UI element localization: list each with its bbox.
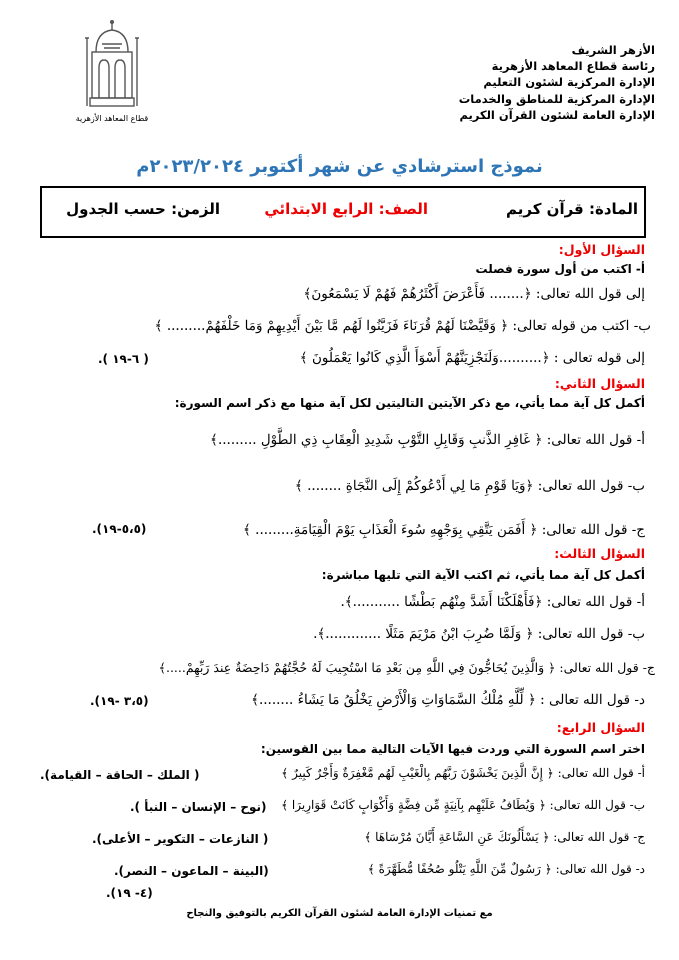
time-value: حسب الجدول (66, 200, 166, 218)
q2-instruction: أكمل كل آية مما يأتي، مع ذكر الآيتين التاليتين لكل آية منها مع ذكر اسم السورة: (174, 396, 645, 410)
header-line: الإدارة المركزية لشئون التعليم (483, 75, 655, 90)
logo-caption: قطاع المعاهد الأزهرية (75, 114, 149, 123)
azhar-logo (75, 18, 149, 130)
subject-value: قرآن كريم (505, 200, 584, 218)
q2-reference: (٥،٥-١٩). (92, 522, 147, 536)
q3-heading: السؤال الثالث: (554, 546, 645, 561)
q1-a-line: إلى قول الله تعالى: ﴿........ فَأَعْرَضَ أَكْثَرُهُمْ فَهُمْ لَا يَسْمَعُونَ﴾ (303, 286, 645, 302)
q4-heading: السؤال الرابع: (556, 720, 645, 735)
q2-heading: السؤال الثاني: (554, 376, 645, 391)
q4-b: ب- قول الله تعالى: ﴿ وَيُطَافُ عَلَيْهِم بِآنِيَةٍ مِّن فِضَّةٍ وَأَكْوَابٍ كَانَتْ قَوَارِيرَا ﴾ (281, 798, 645, 812)
q2-a: أ- قول الله تعالى: ﴿ غَافِرِ الذَّنبِ وَقَابِلِ التَّوْبِ شَدِيدِ الْعِقَابِ ذِي الطَّوْلِ .........﴾ (210, 432, 645, 448)
q1-c-line: إلى قوله تعالى : ﴿..........وَلَنَجْزِيَنَّهُمْ أَسْوَأَ الَّذِي كَانُوا يَعْمَلُونَ ﴾ (299, 350, 645, 366)
grade-field (264, 200, 428, 218)
time-label: الزمن: (171, 200, 220, 218)
q1-heading: السؤال الأول: (558, 242, 645, 257)
subject-field (506, 200, 638, 218)
grade-label: الصف: (378, 200, 428, 218)
header-block (355, 42, 655, 123)
q3-reference: (٣،٥ -١٩). (90, 694, 149, 708)
q3-d: د- قول الله تعالى : ﴿ لِّلَّهِ مُلْكُ السَّمَاوَاتِ وَالْأَرْضِ يَخْلُقُ مَا يَشَاءُ ........﴾ (251, 692, 645, 708)
q2-c: ج- قول الله تعالى: ﴿ أَفَمَن يَتَّقِي بِوَجْهِهِ سُوءَ الْعَذَابِ يَوْمَ الْقِيَامَةِ......... ﴾ (242, 522, 645, 538)
q1-a-prompt: أ- اكتب من أول سورة فصلت (475, 262, 645, 276)
grade-value: الرابع الابتدائي (264, 200, 374, 218)
header-line: الإدارة المركزية للمناطق والخدمات (458, 91, 655, 106)
q1-reference: ( ٦-١٩ ). (98, 352, 149, 366)
header-line: رئاسة قطاع المعاهد الأزهرية (491, 59, 655, 74)
header-line: الأزهر الشريف (571, 43, 655, 57)
mosque-emblem-icon (82, 18, 142, 114)
q4-d: د- قول الله تعالى: ﴿ رَسُولٌ مِّنَ اللَّهِ يَتْلُو صُحُفًا مُّطَهَّرَةً ﴾ (367, 862, 645, 876)
q3-c: ج- قول الله تعالى: ﴿ وَالَّذِينَ يُحَاجُّونَ فِي اللَّهِ مِن بَعْدِ مَا اسْتُجِيبَ لَهُ حُجَّتُهُمْ دَاحِضَةٌ عِندَ رَبِّهِمْ.....﴾ (158, 660, 655, 675)
q4-reference: (٤- ١٩). (106, 886, 153, 900)
exam-info-box (40, 186, 646, 238)
q3-instruction: أكمل كل آية مما يأتي، ثم اكتب الآية التي تليها مباشرة: (321, 568, 645, 582)
q1-b-line: ب- اكتب من قوله تعالى: ﴿ وَقَيَّضْنَا لَهُمْ قُرَنَاءَ فَزَيَّنُوا لَهُم مَّا بَيْنَ أَيْدِيهِمْ وَمَا خَلْفَهُمْ......... ﴾ (154, 318, 651, 334)
q2-b: ب- قول الله تعالى: ﴿وَيَا قَوْمِ مَا لِي أَدْعُوكُمْ إِلَى النَّجَاةِ ........ ﴾ (294, 478, 645, 494)
time-field (66, 200, 220, 218)
q4-c: ج- قول الله تعالى: ﴿ يَسْأَلُونَكَ عَنِ السَّاعَةِ أَيَّانَ مُرْسَاهَا ﴾ (364, 830, 645, 844)
q4-a-choices: ( الملك – الحاقة – القيامة). (40, 768, 200, 782)
subject-label: المادة: (588, 200, 638, 218)
q4-a: أ- قول الله تعالى: ﴿ إِنَّ الَّذِينَ يَخْشَوْنَ رَبَّهُم بِالْغَيْبِ لَهُم مَّغْفِرَةٌ وَأَجْرٌ كَبِيرٌ ﴾ (281, 766, 645, 780)
header-line: الإدارة العامة لشئون القرآن الكريم (459, 107, 655, 122)
q3-b: ب- قول الله تعالى: ﴿ وَلَمَّا ضُرِبَ ابْنُ مَرْيَمَ مَثَلًا .............﴾. (313, 626, 645, 642)
q4-b-choices: (نوح – الإنسان – النبأ ). (130, 800, 267, 814)
footer-note: مع تمنيات الإدارة العامة لشئون القرآن الكريم بالتوفيق والنجاح (186, 908, 493, 919)
q3-a: أ- قول الله تعالى: ﴿فَأَهْلَكْنَا أَشَدَّ مِنْهُم بَطْشًا ...........﴾. (340, 594, 645, 610)
q4-c-choices: ( النازعات – التكوير – الأعلى). (92, 832, 269, 846)
q4-instruction: اختر اسم السورة التي وردت فيها الآيات التالية مما بين القوسين: (260, 742, 645, 756)
q4-d-choices: (البينة – الماعون – النصر). (114, 864, 269, 878)
page-title: نموذج استرشادي عن شهر أكتوبر ٢٠٢٣/٢٠٢٤م (136, 156, 543, 177)
